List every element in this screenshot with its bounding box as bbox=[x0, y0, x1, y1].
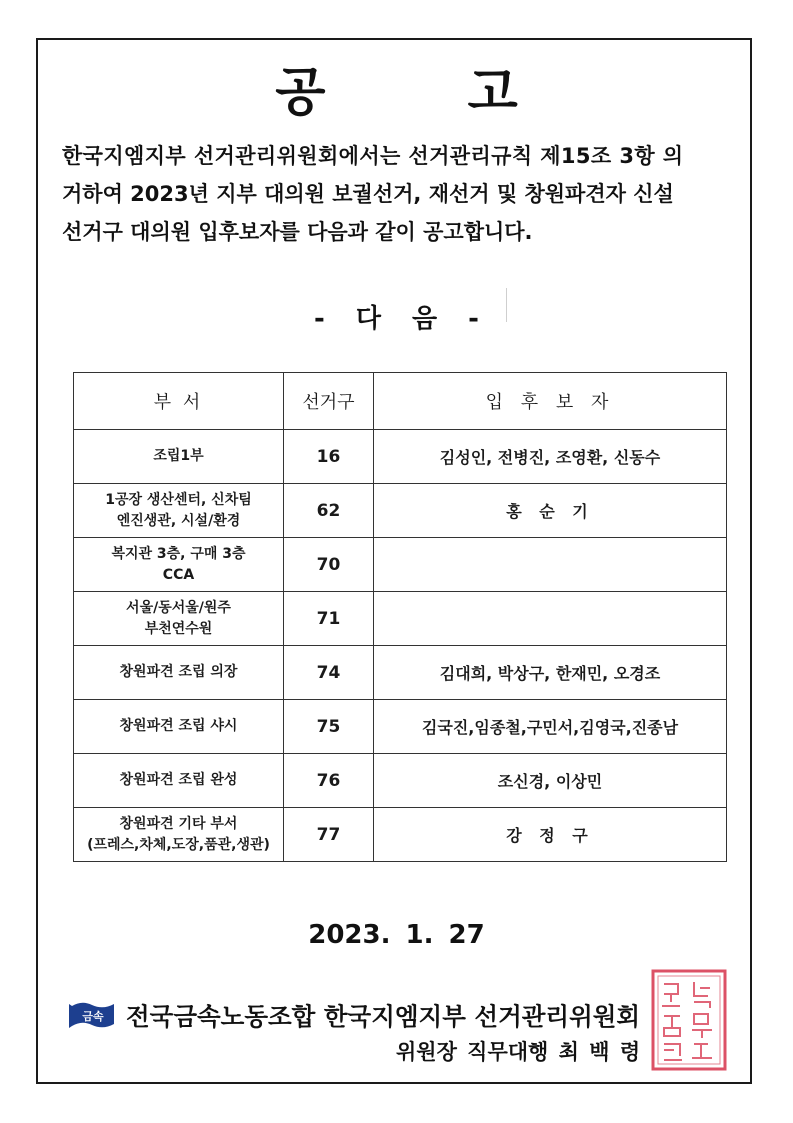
logo-text: 금속 bbox=[82, 1010, 104, 1023]
department-cell: 창원파견 조립 완성 bbox=[74, 754, 284, 808]
intro-line: 거하여 2023년 지부 대의원 보궐선거, 재선거 및 창원파견자 신설 bbox=[62, 182, 674, 206]
district-cell: 16 bbox=[284, 430, 374, 484]
candidates-cell: 홍 순 기 bbox=[374, 484, 727, 538]
department-cell: 서울/동서울/원주 부천연수원 bbox=[74, 592, 284, 646]
intro-line: 한국지엠지부 선거관리위원회에서는 선거관리규칙 제15조 3항 의 bbox=[62, 144, 684, 168]
table-header-row bbox=[74, 373, 727, 430]
candidates-cell: 김대희, 박상구, 한재민, 오경조 bbox=[374, 646, 727, 700]
district-cell: 75 bbox=[284, 700, 374, 754]
official-seal-icon bbox=[650, 968, 728, 1072]
department-cell: 창원파견 기타 부서 (프레스,차체,도장,품관,생관) bbox=[74, 808, 284, 862]
department-cell: 1공장 생산센터, 신차팀 엔진생관, 시설/환경 bbox=[74, 484, 284, 538]
table-row bbox=[74, 700, 727, 754]
section-heading: - 다 음 - bbox=[314, 304, 479, 334]
table-row bbox=[74, 592, 727, 646]
district-cell: 62 bbox=[284, 484, 374, 538]
department-cell: 창원파견 조립 샤시 bbox=[74, 700, 284, 754]
scan-mark bbox=[506, 288, 507, 322]
district-cell: 70 bbox=[284, 538, 374, 592]
candidates-cell: 조신경, 이상민 bbox=[374, 754, 727, 808]
organization-line bbox=[68, 995, 640, 1035]
district-cell: 76 bbox=[284, 754, 374, 808]
header-candidates: 입 후 보 자 bbox=[374, 373, 727, 430]
district-cell: 74 bbox=[284, 646, 374, 700]
table-row bbox=[74, 646, 727, 700]
announcement-date: 2023. 1. 27 bbox=[308, 920, 485, 950]
table-row bbox=[74, 808, 727, 862]
intro-paragraph bbox=[62, 137, 742, 251]
page-title: 공 고 bbox=[275, 63, 580, 123]
table-row bbox=[74, 754, 727, 808]
candidates-cell bbox=[374, 538, 727, 592]
candidates-cell bbox=[374, 592, 727, 646]
table-row bbox=[74, 484, 727, 538]
district-cell: 77 bbox=[284, 808, 374, 862]
table-row bbox=[74, 430, 727, 484]
candidates-cell: 김성인, 전병진, 조영환, 신동수 bbox=[374, 430, 727, 484]
district-cell: 71 bbox=[284, 592, 374, 646]
header-district: 선거구 bbox=[284, 373, 374, 430]
table-row bbox=[74, 538, 727, 592]
candidates-cell: 김국진,임종철,구민서,김영국,진종남 bbox=[374, 700, 727, 754]
organization-name: 전국금속노동조합 한국지엠지부 선거관리위원회 bbox=[126, 1001, 641, 1031]
signer-name: 위원장 직무대행 최 백 령 bbox=[396, 1040, 641, 1064]
header-department: 부 서 bbox=[74, 373, 284, 430]
union-logo-icon bbox=[68, 997, 118, 1033]
department-cell: 조립1부 bbox=[74, 430, 284, 484]
intro-line: 선거구 대의원 입후보자를 다음과 같이 공고합니다. bbox=[62, 220, 533, 244]
department-cell: 창원파견 조립 의장 bbox=[74, 646, 284, 700]
department-cell: 복지관 3층, 구매 3층 CCA bbox=[74, 538, 284, 592]
candidates-cell: 강 정 구 bbox=[374, 808, 727, 862]
candidate-table bbox=[73, 372, 727, 862]
